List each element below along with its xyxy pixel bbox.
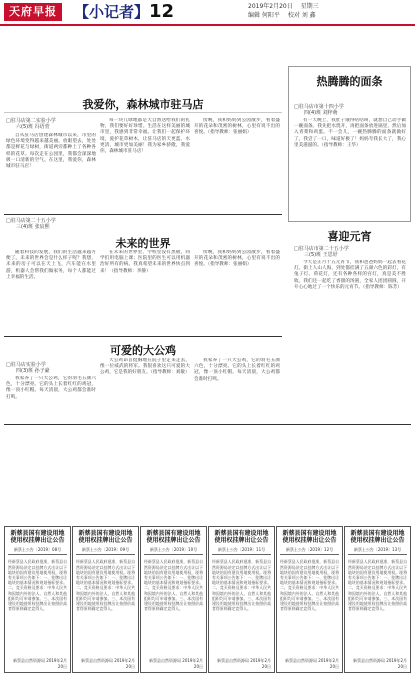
notice-number: 新蔡土公告〔2019〕09号 (81, 546, 130, 552)
divider (4, 424, 411, 425)
divider (144, 554, 203, 555)
notice-title: 新蔡县国有建设用地使用权挂牌出让公告 (350, 530, 405, 545)
divider (212, 554, 271, 555)
article-body: 大公鸡昂首挺胸地在院子里走来走去，像一位威武的将军。我很喜欢这只可爱的大公鸡，它是我的好朋友。（指导教师：刘敏） (100, 358, 190, 376)
issue-date: 2019年2月20日 (248, 3, 293, 10)
legal-notices (4, 526, 411, 673)
divider (348, 554, 407, 555)
notice-block (140, 526, 207, 673)
divider (4, 112, 282, 113)
article-byline (294, 104, 406, 117)
author-class: 四(3)班 孙子豪 (16, 368, 50, 375)
divider (8, 554, 67, 555)
header-meta-staff (248, 12, 322, 20)
divider (4, 214, 282, 215)
notice-text: 经新蔡县人民政府批准，新蔡县自然资源局决定以挂牌方式出让以下地块的国有建设用地使用权。现将有关事项公告如下：一、挂牌出让地块的基本情况和规划指标要求。二、竞买资格及要求：中华人民共和国境内外的法人、自然人和其他组织均可申请参加。三、本次国有建设用地使用权挂牌出让按照价高者得原则确定竞得人。 (348, 559, 407, 612)
author-school: □驻马店市第十四小学 (294, 104, 344, 110)
article-body: 每一块儿绿地都是大自然送给我们的礼物，我们要好好珍惜。生活在这样美丽的城市里，我感到非常幸福。让我们一起保护环境，爱护花草树木，让驻马店的天更蓝、水更清、城市更加美丽！我为家乡骄傲，我爱你，森林城市驻马店！ (100, 118, 190, 155)
article-byline (6, 218, 96, 231)
divider (4, 336, 282, 337)
article-title: 可爱的大公鸡 (110, 344, 176, 357)
article-body: 今天是正月十五元宵节，我和爸爸妈妈一起去看花灯。街上人山人海，到处都挂满了五颜六色的彩灯，有兔子灯、荷花灯，还有各种各样的宫灯，真是美不胜收。我们还一起吃了香甜的汤圆，全家人团团圆圆，开开心心地过了一个快乐的元宵节。（指导教师：陈芳） (294, 260, 406, 290)
notice-number: 新蔡土公告〔2019〕11号 (217, 546, 266, 552)
notice-number: 新蔡土公告〔2019〕12号 (285, 546, 334, 552)
article-byline (6, 362, 96, 375)
header-meta-date (248, 3, 325, 11)
divider (280, 554, 339, 555)
notice-block (276, 526, 343, 673)
notice-block (72, 526, 139, 673)
notice-text: 经新蔡县人民政府批准，新蔡县自然资源局决定以挂牌方式出让以下地块的国有建设用地使用权。现将有关事项公告如下：一、挂牌出让地块的基本情况和规划指标要求。二、竞买资格及要求：中华人民共和国境内外的法人、自然人和其他组织均可申请参加。三、本次国有建设用地使用权挂牌出让按照价高者得原则确定竞得人。 (76, 559, 135, 612)
notice-footer: 新蔡县自然资源局 2019年2月20日 (217, 658, 271, 669)
author-class: 六(5)班 冯语萱 (16, 124, 50, 131)
article-title: 热腾腾的面条 (316, 75, 383, 88)
notice-title: 新蔡县国有建设用地使用权挂牌出让公告 (214, 530, 269, 545)
issue-weekday: 星期三 (300, 3, 319, 10)
article-byline (294, 246, 406, 259)
notice-number: 新蔡土公告〔2019〕10号 (149, 546, 198, 552)
notice-text: 经新蔡县人民政府批准，新蔡县自然资源局决定以挂牌方式出让以下地块的国有建设用地使用权。现将有关事项公告如下：一、挂牌出让地块的基本情况和规划指标要求。二、竞买资格及要求：中华人民共和国境内外的法人、自然人和其他组织均可申请参加。三、本次国有建设用地使用权挂牌出让按照价高者得原则确定竞得人。 (280, 559, 339, 612)
author-school: □驻马店第二实验小学 (6, 118, 56, 124)
notice-footer: 新蔡县自然资源局 2019年2月20日 (81, 658, 135, 669)
author-school: □驻马店第二十五小学 (6, 218, 56, 224)
notice-title: 新蔡县国有建设用地使用权挂牌出让公告 (78, 530, 133, 545)
editor-credit: 编辑 何阳平 (248, 12, 280, 19)
article-byline (6, 118, 96, 131)
notice-number: 新蔡土公告〔2019〕08号 (13, 546, 62, 552)
article-title: 喜迎元宵 (327, 230, 372, 243)
article-body: 傍晚，我和妈妈到公园散步，看着盛开的花朵和茂密的树林，心里有说不出的喜悦。（指导教师：张丽娟） (194, 118, 280, 136)
page-number: 12 (149, 1, 175, 22)
notice-title: 新蔡县国有建设用地使用权挂牌出让公告 (10, 530, 65, 545)
notice-number: 新蔡土公告〔2019〕13号 (353, 546, 402, 552)
notice-text: 经新蔡县人民政府批准，新蔡县自然资源局决定以挂牌方式出让以下地块的国有建设用地使用权。现将有关事项公告如下：一、挂牌出让地块的基本情况和规划指标要求。二、竞买资格及要求：中华人民共和国境内外的法人、自然人和其他组织均可申请参加。三、本次国有建设用地使用权挂牌出让按照价高者得原则确定竞得人。 (144, 559, 203, 612)
divider (76, 554, 135, 555)
proof-credit: 校对 刘 鑫 (287, 12, 316, 19)
notice-footer: 新蔡县自然资源局 2019年2月20日 (13, 658, 67, 669)
article-body: 随着科技的发展，我们的生活越来越方便了。未来的世界会是什么样子呢？我想，未来的房子可以在天上飞，汽车能在水里游，机器人会帮我们做家务，每个人都能过上幸福的生活。 (6, 250, 96, 280)
notice-text: 经新蔡县人民政府批准，新蔡县自然资源局决定以挂牌方式出让以下地块的国有建设用地使用权。现将有关事项公告如下：一、挂牌出让地块的基本情况和规划指标要求。二、竞买资格及要求：中华人民共和国境内外的法人、自然人和其他组织均可申请参加。三、本次国有建设用地使用权挂牌出让按照价高者得原则确定竞得人。 (212, 559, 271, 612)
article-body: 在未来的世界里，学校里没有黑板，同学们用电脑上课；医院里的医生可以用机器治好所有的病。我真希望未来的世界快点到来！（指导教师：李静） (100, 250, 190, 274)
author-school: □驻马店市第二十五小学 (294, 246, 349, 252)
page-header (0, 0, 415, 26)
notice-block (344, 526, 411, 673)
article-body: 自从驻马店创建森林城市以来，市里的绿色环境变得越来越美丽。放眼望去，处处都是鲜花与绿树，街道两旁都种上了各种各样的花草。每次走在公园里，我都会深深地吸一口清新的空气。在这里，我爱你，森林城市驻马店！ (6, 133, 96, 170)
notice-footer: 新蔡县自然资源局 2019年2月20日 (353, 658, 407, 669)
article-body: 有一天晚上，我肚子饿得咕咕叫，就想自己动手做一碗面条。我先把水烧开，再把面条放进锅里，然后加入青菜和鸡蛋。不一会儿，一碗热腾腾的面条就做好了。我尝了一口，味道好极了！妈妈夸我长大了，我心里美滋滋的。（指导教师：王华） (294, 118, 406, 148)
author-class: 四(4)班 刘梓萌 (304, 110, 338, 117)
notice-title: 新蔡县国有建设用地使用权挂牌出让公告 (146, 530, 201, 545)
section-title: 【小记者】 (74, 3, 150, 21)
article-body: 我家养了一只大公鸡，它的羽毛五颜六色，十分漂亮。它的头上长着红红的鸡冠，像一顶小红帽。每天清晨，大公鸡都会准时打鸣。 (6, 376, 96, 400)
author-school: □驻马店实验小学 (6, 362, 46, 368)
notice-footer: 新蔡县自然资源局 2019年2月20日 (149, 658, 203, 669)
notice-text: 经新蔡县人民政府批准，新蔡县自然资源局决定以挂牌方式出让以下地块的国有建设用地使用权。现将有关事项公告如下：一、挂牌出让地块的基本情况和规划指标要求。二、竞买资格及要求：中华人民共和国境内外的法人、自然人和其他组织均可申请参加。三、本次国有建设用地使用权挂牌出让按照价高者得原则确定竞得人。 (8, 559, 67, 612)
author-class: 三(5)班 王思妤 (304, 252, 338, 259)
article-body: 我家养了一只大公鸡，它的羽毛五颜六色，十分漂亮。它的头上长着红红的鸡冠，像一顶小红帽。每天清晨，大公鸡都会准时打鸣。 (194, 358, 280, 382)
notice-footer: 新蔡县自然资源局 2019年2月20日 (285, 658, 339, 669)
author-class: 三(4)班 张宸熙 (16, 224, 50, 231)
notice-title: 新蔡县国有建设用地使用权挂牌出让公告 (282, 530, 337, 545)
article-title: 未来的世界 (115, 237, 171, 250)
article-title: 我爱你，森林城市驻马店 (82, 98, 204, 111)
article-body: 傍晚，我和妈妈到公园散步，看着盛开的花朵和茂密的树林，心里有说不出的喜悦。（指导教师：张丽娟） (194, 250, 280, 268)
notice-block (208, 526, 275, 673)
masthead-logo: 天府早报 (4, 3, 62, 21)
notice-block (4, 526, 71, 673)
